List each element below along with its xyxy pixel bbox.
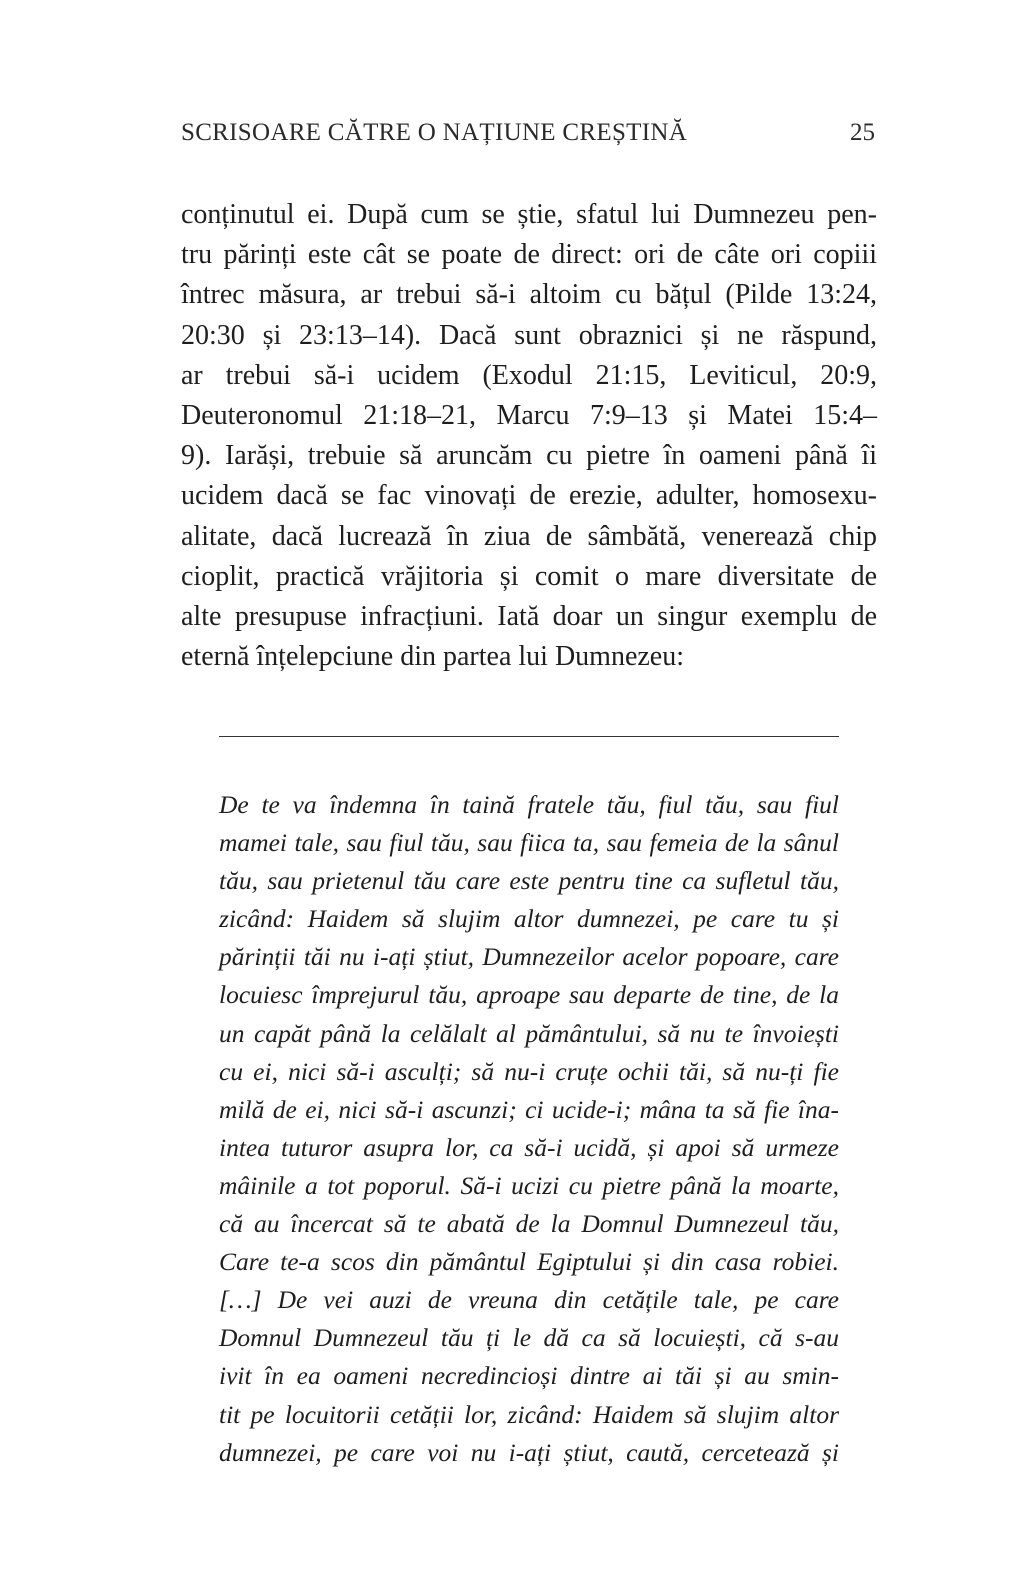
quote-line: tit pe locuitorii cetății lor, zicând: Haidem să slujim altor [219,1399,839,1429]
scripture-quote [219,786,839,1472]
body-line: 20:30 și 23:13–14). Dacă sunt obraznici și ne răspund, [181,319,877,351]
body-line: 9). Iarăși, trebuie să aruncăm cu pietre în oameni până îi [181,440,877,472]
quote-line: ivit în ea oameni necredincioși dintre ai tăi și au smin- [219,1361,839,1391]
quote-line: De te va îndemna în taină fratele tău, fiul tău, sau fiul [219,790,839,819]
quote-line: locuiesc împrejurul tău, aproape sau departe de tine, de la [219,980,839,1010]
body-line: Deuteronomul 21:18–21, Marcu 7:9–13 și Matei 15:4– [181,400,877,432]
section-divider [219,736,839,737]
body-line: alte presupuse infracțiuni. Iată doar un singur exemplu de [181,601,877,633]
quote-line: intea tuturor asupra lor, ca să-i ucidă, și apoi să urmeze [219,1132,839,1162]
quote-line: mamei tale, sau fiul tău, sau fiica ta, sau femeia de la sânul [219,828,839,858]
quote-line: Care te-a scos din pământul Egiptului și din casa robiei. [219,1247,839,1277]
body-line: ar trebui să-i ucidem (Exodul 21:15, Leviticul, 20:9, [181,359,877,391]
quote-line: milă de ei, nici să-i ascunzi; ci ucide-i; mâna ta să fie îna- [219,1094,839,1124]
quote-line: Domnul Dumnezeul tău ți le dă ca să locuiești, că s-au [219,1323,839,1353]
body-line: ucidem dacă se fac vinovați de erezie, adulter, homosexu- [181,480,877,512]
quote-line: dumnezei, pe care voi nu i-ați știut, caută, cercetează și [219,1437,839,1467]
body-line: conținutul ei. După cum se știe, sfatul lui Dumnezeu pen- [181,199,877,230]
running-title: SCRISOARE CĂTRE O NAȚIUNE CREȘTINĂ [181,119,688,146]
quote-line: mâinile a tot poporul. Să-i ucizi cu pietre până la moarte, [219,1170,839,1200]
body-line: cioplit, practică vrăjitoria și comit o mare diversitate de [181,560,877,592]
quote-line: cu ei, nici să-i asculți; să nu-i cruțe ochii tăi, să nu-ți fie [219,1056,839,1086]
body-line: întrec măsura, ar trebui să-i altoim cu bățul (Pilde 13:24, [181,279,877,311]
quote-line: părinții tăi nu i-ați știut, Dumnezeilor acelor popoare, care [219,942,839,972]
page-number: 25 [850,119,875,146]
body-paragraph [181,195,877,677]
body-line: tru părinți este cât se poate de direct: ori de câte ori copiii [181,239,877,271]
quote-line: tău, sau prietenul tău care este pentru tine ca sufletul tău, [219,866,839,896]
body-line: eternă înțelepciune din partea lui Dumnezeu: [181,641,685,673]
quote-line: zicând: Haidem să slujim altor dumnezei, pe care tu și [219,904,839,934]
quote-line: un capăt până la celălalt al pământului, să nu te învoiești [219,1018,839,1048]
quote-line: că au încercat să te abată de la Domnul Dumnezeul tău, [219,1209,839,1239]
body-line: alitate, dacă lucrează în ziua de sâmbătă, venerează chip [181,520,877,552]
quote-line: […] De vei auzi de vreuna din cetățile tale, pe care [219,1285,839,1315]
